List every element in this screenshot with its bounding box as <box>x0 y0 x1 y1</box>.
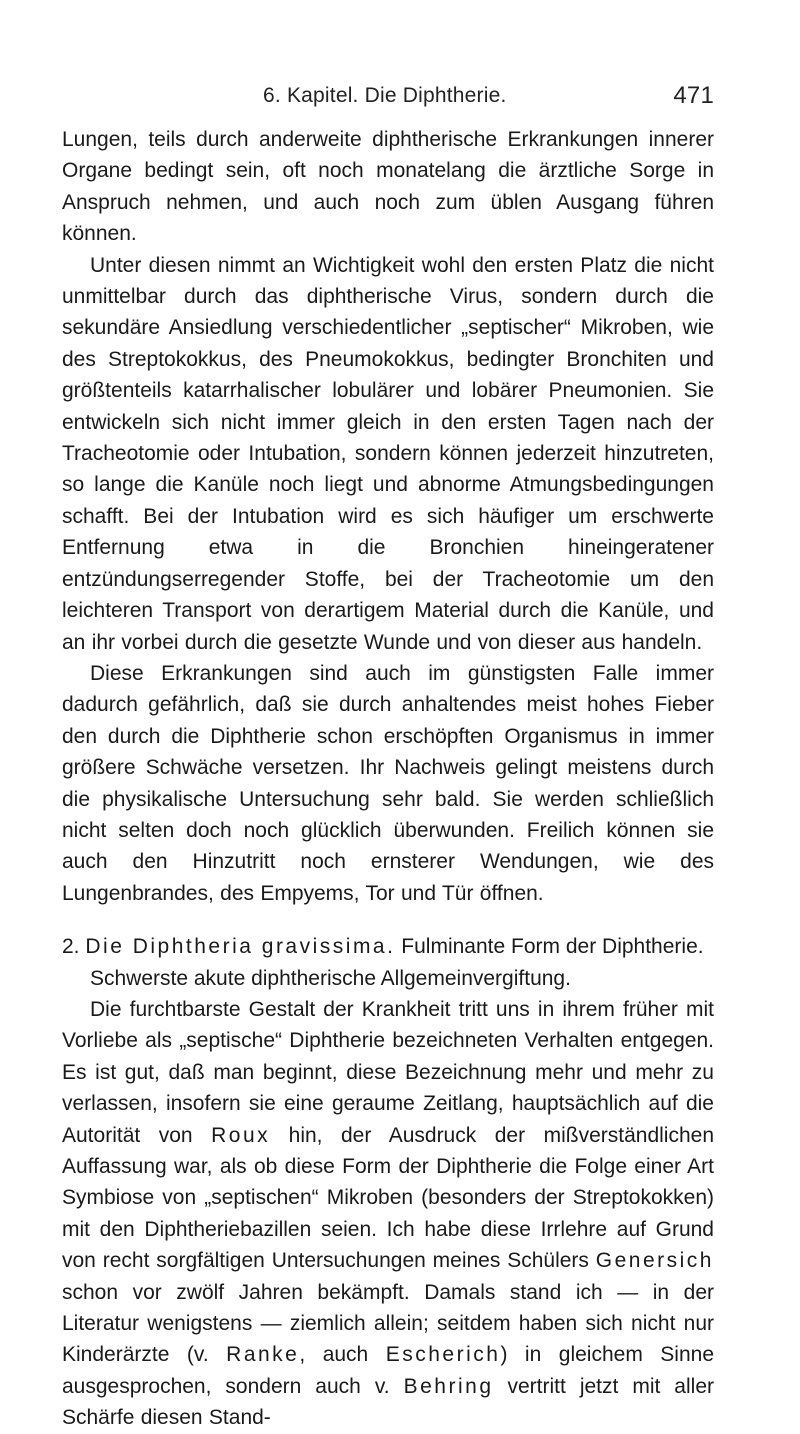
paragraph-secondary-infections: Unter diesen nimmt an Wichtigkeit wohl den ersten Platz die nicht unmittelbar durch das diphtherische Virus, sondern durch die sekundäre Ansiedlung verschiedentlicher „septischer“ Mikroben, wie des Streptokokkus, des Pneumokokkus, bedingter Bronchiten und größtenteils katarrhalischer lobulärer und lobärer Pneumonien. Sie entwickeln sich nicht immer gleich in den ersten Tagen nach der Tracheotomie oder Intubation, sondern können jederzeit hinzutreten, so lange die Kanüle noch liegt und abnorme Atmungsbedingungen schafft. Bei der Intubation wird es sich häufiger um erschwerte Entfernung etwa in die Bronchien hineingeratener entzündungserregender Stoffe, bei der Tracheotomie um den leichteren Transport von derartigem Material durch die Kanüle, und an ihr vorbei durch die gesetzte Wunde und von dieser aus handeln. <box>62 253 714 654</box>
body-text <box>62 124 714 1434</box>
text-run: schon vor zwölf Jahren bekämpft. Damals stand ich — in der Literatur wenigstens — ziemlich allein; seitdem haben sich nicht nur Kinderärzte (v. <box>62 1280 714 1367</box>
author-name: Behring <box>403 1374 494 1398</box>
section-title-rest: Fulminante Form der Diphtherie. <box>401 935 704 959</box>
section-heading-line1 <box>62 931 714 962</box>
running-header <box>62 84 714 124</box>
text-run: hin, der Ausdruck der mißverständlichen Auffassung war, als ob diese Form der Diphtherie die Folge einer Art Symbiose von „septischen“ Mikroben (besonders der Streptokokken) mit den Diphtheriebazillen seien. Ich habe diese Irrlehre auf Grund von recht sorgfältigen Untersuchungen meines Schülers <box>62 1123 715 1273</box>
text-run: ) in gleichem Sinne ausgesprochen, sondern auch v. <box>62 1343 715 1398</box>
section-heading <box>62 931 714 994</box>
author-name: Genersich <box>595 1249 714 1273</box>
text-run: , auch <box>299 1343 386 1367</box>
text-run: vertritt jetzt mit aller Schärfe diesen Stand- <box>62 1374 714 1430</box>
book-page <box>62 0 714 1434</box>
text-run: Die furchtbarste Gestalt der Krankheit tritt uns in ihrem früher mit Vorliebe als „septische“ Diphtherie bezeichneten Verhalten entgegen. Es ist gut, daß man beginnt, diese Bezeichnung mehr und mehr zu verlassen, insofern sie eine geraume Zeitlang, hauptsächlich auf die Autorität von <box>62 997 714 1147</box>
page-number: 471 <box>673 82 714 109</box>
paragraph-danger: Diese Erkrankungen sind auch im günstigsten Falle immer dadurch gefährlich, daß sie durch anhaltendes meist hohes Fieber den durch die Diphtherie schon erschöpften Organismus in immer größere Schwäche versetzen. Ihr Nachweis gelingt meistens durch die physikalische Untersuchung sehr bald. Sie werden schließlich nicht selten doch noch glücklich überwunden. Freilich können sie auch den Hinzutritt noch ernsterer Wendungen, wie des Lungenbrandes, des Empyems, Tor und Tür öffnen. <box>62 661 714 905</box>
section-spacer <box>62 909 714 931</box>
section-title-spaced: Die Diphtheria gravissima. <box>85 935 396 959</box>
author-name: Ranke <box>226 1343 300 1367</box>
section-subtitle: Schwerste akute diphtherische Allgemeinvergiftung. <box>90 966 571 990</box>
running-title: 6. Kapitel. Die Diphtherie. <box>263 84 507 107</box>
author-name: Escherich <box>385 1343 501 1367</box>
paragraph-continuation: Lungen, teils durch anderweite diphtherische Erkrankungen innerer Organe bedingt sein, oft noch monatelang die ärztliche Sorge in Anspruch nehmen, und auch noch zum üblen Ausgang führen können. <box>62 128 714 246</box>
section-number: 2. <box>62 935 80 959</box>
author-name: Roux <box>211 1123 271 1147</box>
paragraph-gravissima <box>62 994 714 1434</box>
